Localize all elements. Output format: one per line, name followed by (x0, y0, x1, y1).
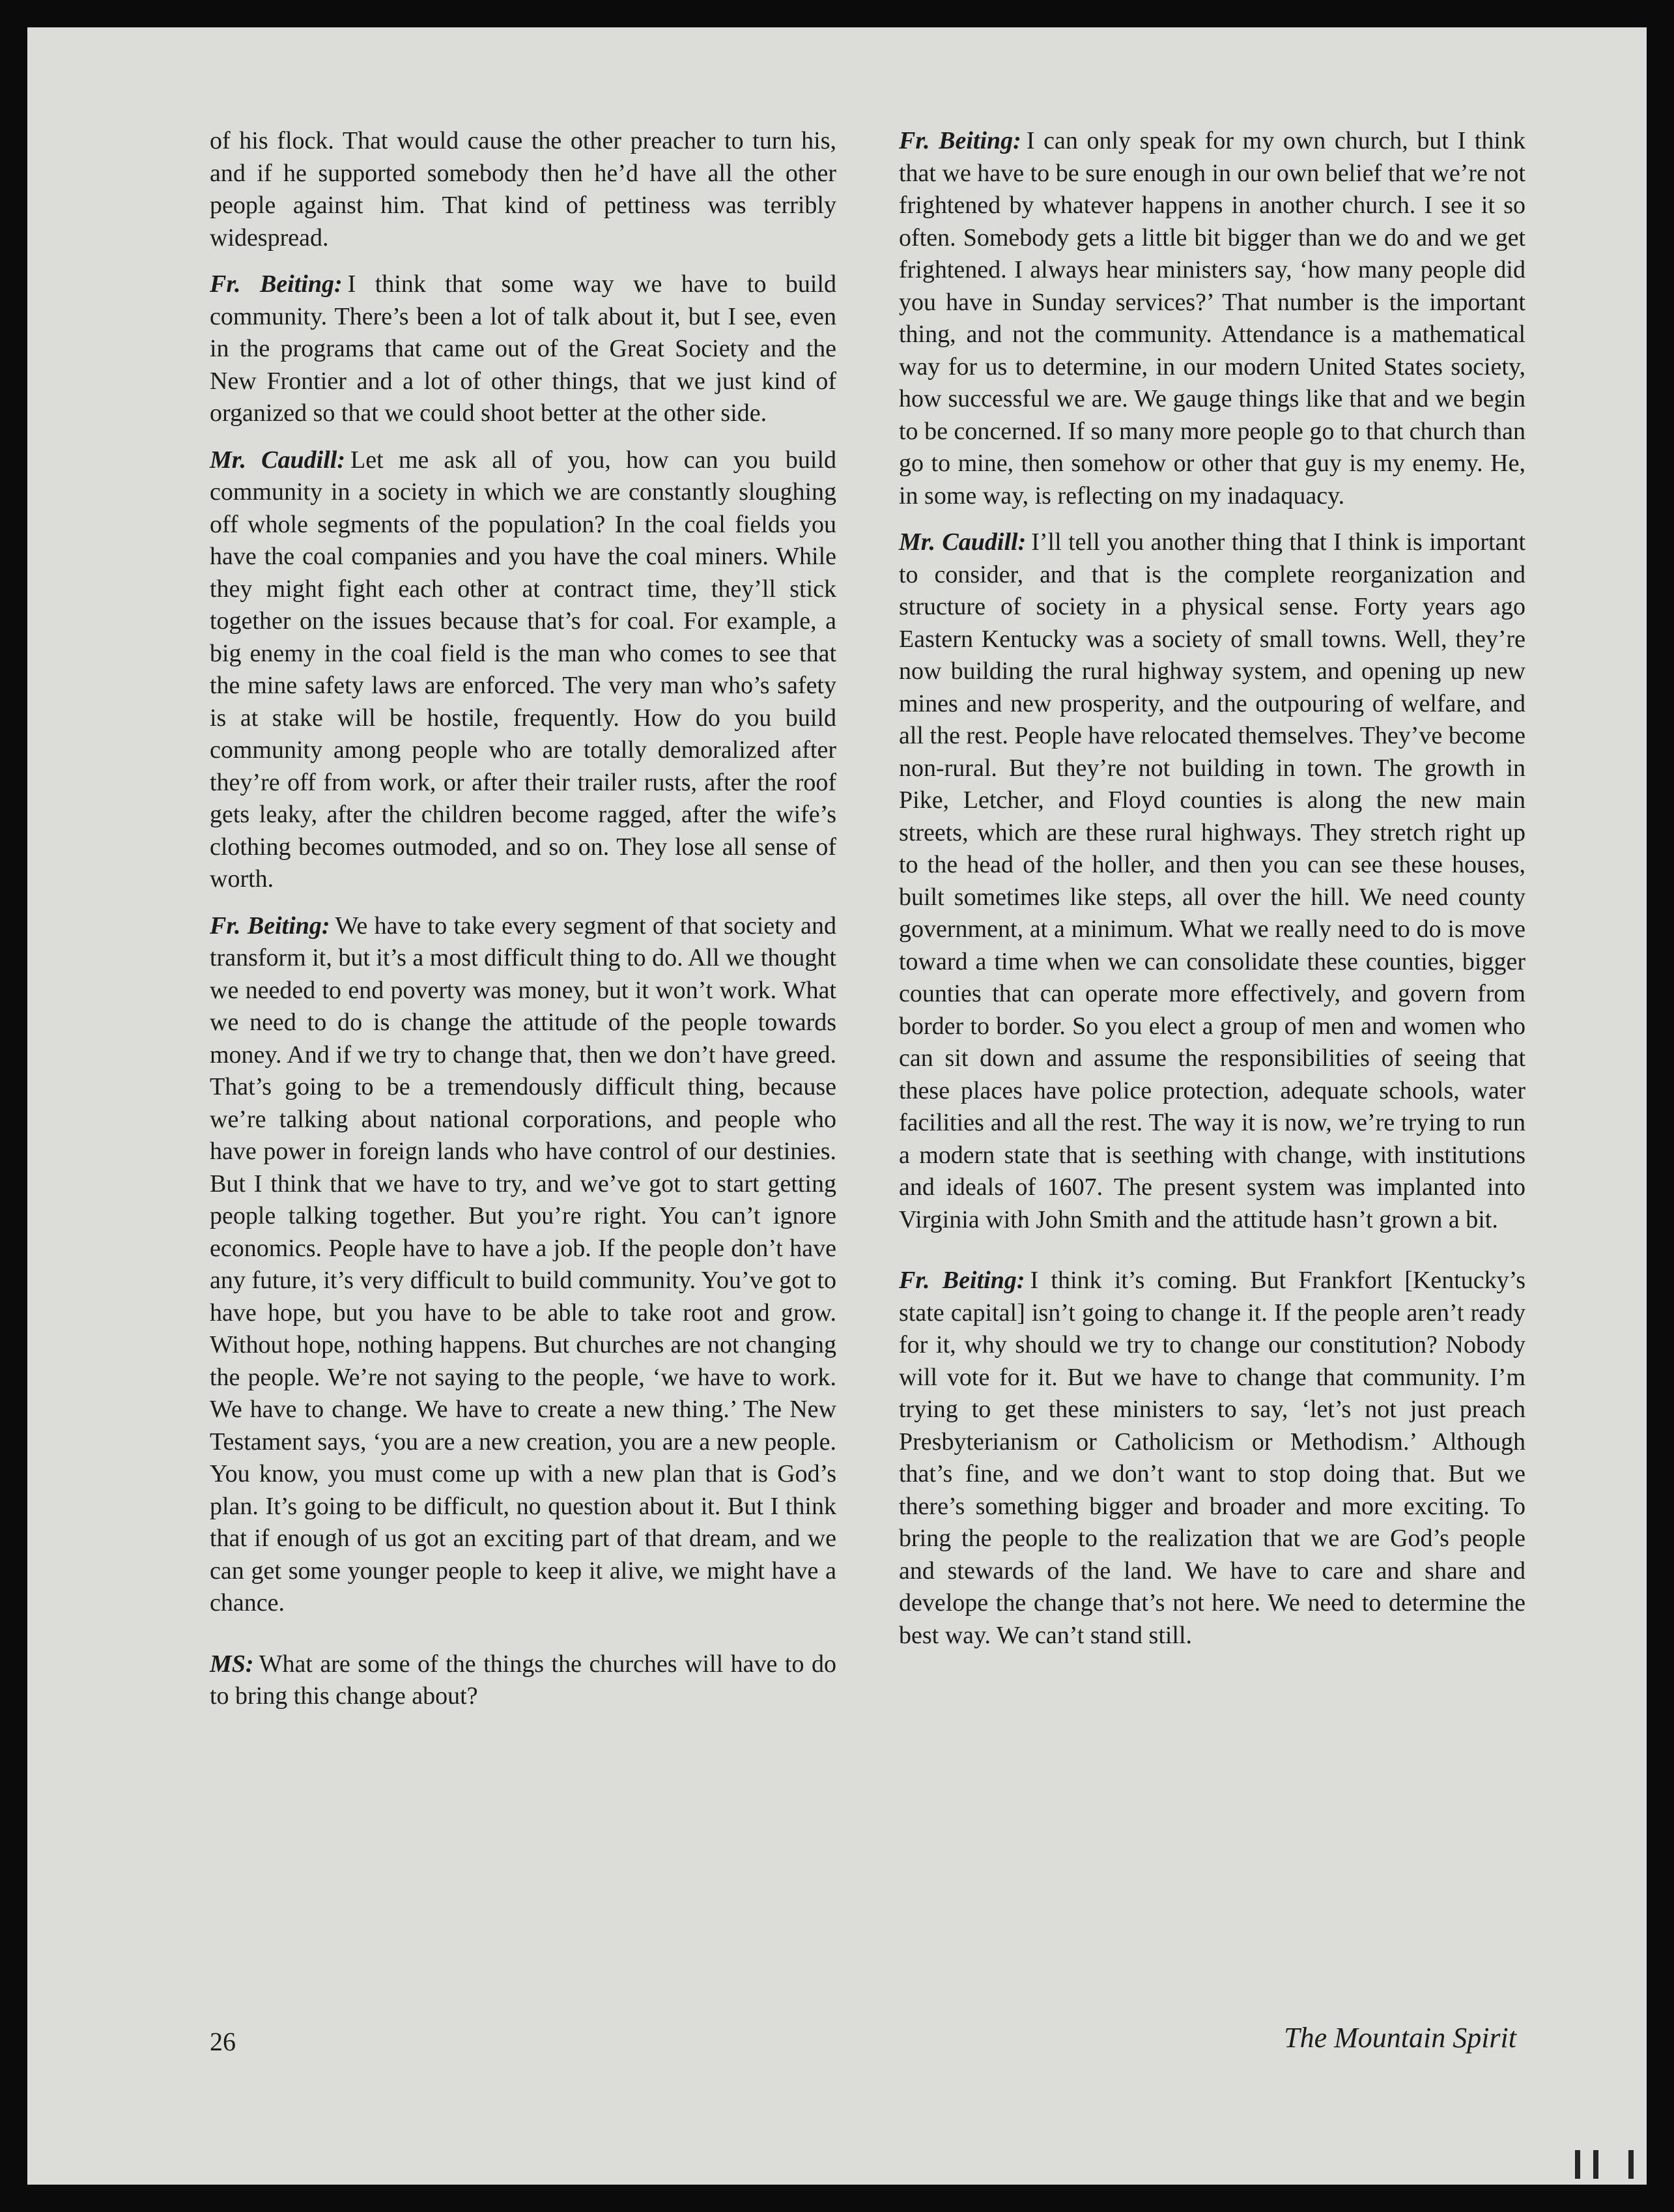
paragraph-text: I can only speak for my own church, but I think that we have to be sure enough in our own belief that we’re not frightened by whatever happens in another church. I see it so often. Somebody gets a little bit bigger than we do and we get frightened. I always hear ministers say, ‘how many people did you have in Sunday services?’ That number is the important thing, and not the community. Attendance is a mathematical way for us to determine, in our modern United States society, how successful we are. We gauge things like that and we begin to be concerned. If so many more people go to that church than go to mine, then somehow or other that guy is my enemy. He, in some way, is reflecting on my inadaquacy. (899, 127, 1525, 510)
left-column (210, 125, 836, 1727)
paragraph (899, 125, 1525, 512)
paragraph (210, 125, 836, 254)
page-number: 26 (210, 2027, 236, 2056)
speaker-label: MS: (210, 1650, 254, 1678)
speaker-label: Fr. Beiting: (899, 127, 1021, 154)
paragraph (210, 1648, 836, 1713)
speaker-label: Mr. Caudill: (210, 446, 345, 474)
right-column (899, 125, 1525, 1666)
speaker-label: Fr. Beiting: (899, 1267, 1025, 1294)
speaker-label: Fr. Beiting: (210, 270, 343, 298)
paragraph-text: What are some of the things the churches will have to do to bring this change about? (210, 1650, 836, 1710)
paragraph (210, 268, 836, 430)
paragraph-text: I think it’s coming. But Frankfort [Kentucky’s state capital] isn’t going to change it. If the people aren’t ready for it, why should we try to change our constitution? Nobody will vote for it. But we have to change that community. I’m trying to get these ministers to say, ‘let’s not just preach Presbyterianism or Catholicism or Methodism.’ Although that’s fine, and we don’t want to stop doing that. But we there’s something bigger and broader and more exciting. To bring the people to the realization that we are God’s people and stewards of the land. We have to care and share and develope the change that’s not here. We need to determine the best way. We can’t stand still. (899, 1267, 1525, 1649)
scan-edge-mark (1575, 2150, 1580, 2179)
paragraph-text: Let me ask all of you, how can you build community in a society in which we are constantly sloughing off whole segments of the population? In the coal fields you have the coal companies and you have the coal miners. While they might fight each other at contract time, they’ll stick together on the issues because that’s for coal. For example, a big enemy in the coal field is the man who comes to see that the mine safety laws are enforced. The very man who’s safety is at stake will be hostile, frequently. How do you build community among people who are totally demoralized after they’re off from work, or after their trailer rusts, after the roof gets leaky, after the children become ragged, after the wife’s clothing becomes outmoded, and so on. They lose all sense of worth. (210, 446, 836, 893)
paragraph (210, 444, 836, 896)
publication-title: The Mountain Spirit (1284, 2022, 1516, 2054)
paragraph (899, 1265, 1525, 1652)
paragraph-text: of his flock. That would cause the other preacher to turn his, and if he supported somebody then he’d have all the other people against him. That kind of pettiness was terribly widespread. (210, 127, 836, 251)
paragraph-text: We have to take every segment of that society and transform it, but it’s a most difficult thing to do. All we thought we needed to end poverty was money, but it won’t work. What we need to do is change the attitude of the people towards money. And if we try to change that, then we don’t have greed. That’s going to be a tremendously difficult thing, because we’re talking about national corporations, and people who have power in foreign lands who have control of our destinies. But I think that we have to try, and we’ve got to start getting people talking together. But you’re right. You can’t ignore economics. People have to have a job. If the people don’t have any future, it’s very difficult to build community. You’ve got to have hope, but you have to be able to take root and grow. Without hope, nothing happens. But churches are not changing the people. We’re not saying to the people, ‘we have to work. We have to change. We have to create a new thing.’ The New Testament says, ‘you are a new creation, you are a new people. You know, you must come up with a new plan that is God’s plan. It’s going to be difficult, no question about it. But I think that if enough of us got an exciting part of that dream, and we can get some younger people to keep it alive, we might have a chance. (210, 912, 836, 1616)
speaker-label: Mr. Caudill: (899, 528, 1027, 556)
speaker-label: Fr. Beiting: (210, 912, 330, 940)
scan-edge-mark (1628, 2150, 1634, 2179)
scan-edge-mark (1593, 2150, 1598, 2179)
paragraph-text: I think that some way we have to build community. There’s been a lot of talk about it, but I see, even in the programs that came out of the Great Society and the New Frontier and a lot of other things, that we just kind of organized so that we could shoot better at the other side. (210, 270, 836, 427)
paragraph-text: I’ll tell you another thing that I think is important to consider, and that is the complete reorganization and structure of society in a physical sense. Forty years ago Eastern Kentucky was a society of small towns. Well, they’re now building the rural highway system, and opening up new mines and new prosperity, and the outpouring of welfare, and all the rest. People have relocated themselves. They’ve become non-rural. But they’re not building in town. The growth in Pike, Letcher, and Floyd counties is along the new main streets, which are these rural highways. They stretch right up to the head of the holler, and then you can see these houses, built sometimes like steps, all over the hill. We need county government, at a minimum. What we really need to do is move toward a time when we can consolidate these counties, bigger counties that can operate more effectively, and govern from border to border. So you elect a group of men and women who can sit down and assume the responsibilities of seeing that these places have police protection, adequate schools, water facilities and all the rest. The way it is now, we’re trying to run a modern state that is seething with change, with institutions and ideals of 1607. The present system was implanted into Virginia with John Smith and the attitude hasn’t grown a bit. (899, 528, 1525, 1233)
paragraph (210, 910, 836, 1620)
paragraph (899, 526, 1525, 1236)
magazine-page (27, 27, 1647, 2185)
